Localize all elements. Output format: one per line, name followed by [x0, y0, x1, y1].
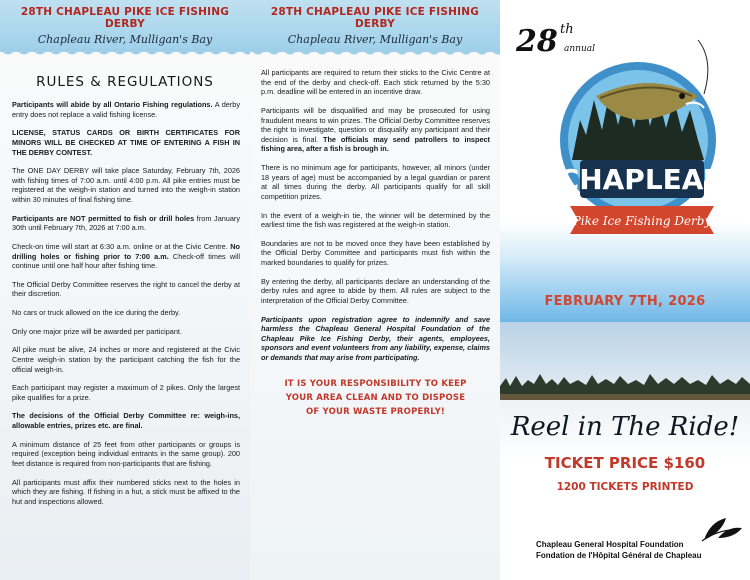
event-date: FEBRUARY 7TH, 2026: [544, 294, 706, 309]
foundation-name-en: Chapleau General Hospital Foundation: [536, 540, 684, 549]
rule-text: Only one major prize will be awarded per participant.: [12, 326, 182, 336]
rule-paragraph: [12, 411, 240, 430]
indemnity-disclaimer: Participants upon registration agree to indemnify and save harmless the Chapleau General Hospital Foundation of the Chapleau Pike Ice Fishing Derby, their agents, employees, sponsors and event volunteers from any liability, expense, claims or demands that may arise from participating.: [261, 314, 490, 362]
rule-emphasis: The decisions of the Official Derby Committee re: weigh-ins, allowable entries, prizes etc. are final.: [12, 411, 240, 430]
rule-paragraph: [261, 163, 490, 202]
derby-title: 28TH CHAPLEAU PIKE ICE FISHING DERBY: [20, 6, 230, 30]
rule-text: The Official Derby Committee reserves the right to cancel the derby at their discretion.: [12, 279, 240, 299]
rule-paragraph: [12, 280, 240, 299]
derby-location: Chapleau River, Mulligan's Bay: [287, 33, 463, 46]
ticket-price: TICKET PRICE $160: [544, 454, 706, 472]
rule-emphasis: The officials may send patrollers to inspect fishing area, after a fish is brough in.: [261, 134, 490, 154]
derby-location: Chapleau River, Mulligan's Bay: [37, 33, 213, 46]
rule-text: from January 30th until February 7th, 2026 at 7:00 a.m.: [12, 213, 241, 233]
warning-line: OF YOUR WASTE PROPERLY!: [305, 406, 446, 417]
rule-text: There is no minimum age for participants, however, all minors (under 18 years of age) must be accompanied by a legal guardian or parent at all times during the derby. All participants qualify for all skill competition prizes.: [261, 163, 490, 201]
rule-text: Check-off times will continue until one half hour after fishing time.: [12, 251, 241, 271]
logo-ribbon: Pike Ice Fishing Derby: [572, 214, 712, 228]
banner-edge: [0, 48, 250, 58]
header-banner: [0, 0, 250, 52]
rule-text: Check-on time will start at 6:30 a.m. online or at the Civic Centre.: [12, 241, 231, 251]
rule-paragraph: [12, 242, 240, 271]
rule-emphasis: Participants are NOT permitted to fish or drill holes: [12, 213, 195, 223]
rule-paragraph: [12, 166, 240, 205]
anniversary-word: annual: [564, 44, 595, 54]
rule-text: Boundaries are not to be moved once they have been established by the Official Derby Committee and participants must fish within the marked boundaries to qualify for prizes.: [261, 238, 490, 267]
foundation-name: [536, 540, 701, 562]
rules-panel-continued: [250, 0, 500, 580]
rule-text: No cars or truck allowed on the ice during the derby.: [12, 308, 181, 317]
rule-paragraph: [12, 345, 240, 374]
logo-title: CHAPLEAU: [558, 163, 726, 196]
rule-paragraph: [261, 277, 490, 306]
cover-panel: [500, 0, 750, 580]
rule-text: All pike must be alive, 24 inches or more and registered at the Civic Centre weigh-in station by the participant catching the fish for the official weigh-in.: [12, 345, 240, 374]
leaf-icon: [700, 512, 744, 542]
banner-edge: [250, 48, 500, 58]
rule-paragraph: [12, 100, 240, 119]
foundation-name-fr: Fondation de l'Hôpital Général de Chapleau: [536, 550, 702, 560]
rule-text: A minimum distance of 25 feet from other participants or groups is required (exception being individual entrants in the same group). 200 feet distance is required from non-participants that are fishing.: [12, 439, 240, 468]
rules-text: [0, 100, 250, 506]
header-banner: [250, 0, 500, 52]
rule-paragraph: [12, 308, 240, 318]
rule-emphasis: No drilling holes or fishing prior to 7:00 a.m.: [12, 241, 240, 261]
rule-text: In the event of a weigh-in tie, the winner will be determined by the earliest time the fish was registered at the weigh-in station.: [261, 210, 490, 230]
tagline: Reel in The Ride!: [510, 412, 740, 442]
rule-paragraph: [261, 68, 490, 97]
rule-text: A derby entry does not replace a valid fishing license.: [12, 100, 240, 119]
rules-heading: RULES & REGULATIONS: [36, 74, 214, 90]
tickets-printed: 1200 TICKETS PRINTED: [556, 481, 694, 493]
responsibility-warning: [261, 377, 490, 419]
rule-text: All participants are required to return their sticks to the Civic Centre at the end of the derby and check-off. Each stick returned by the 5:30 p.m. deadline will be entered in an incentive draw.: [261, 68, 490, 97]
rules-panel: [0, 0, 250, 580]
anniversary-suffix: th: [560, 22, 574, 37]
rules-text-continued: [250, 52, 500, 419]
rule-text: Each participant may register a maximum of 2 pikes. Only the largest pike qualifies for a prize.: [12, 383, 240, 402]
rule-paragraph: [261, 211, 490, 230]
rule-paragraph: [261, 239, 490, 268]
rule-paragraph: [12, 383, 240, 402]
rule-text: By entering the derby, all participants declare an understanding of the derby rules and agree to abide by them. All rules are subject to the interpretation of the Official Derby Committee.: [261, 276, 490, 305]
warning-line: YOUR AREA CLEAN AND TO DISPOSE: [285, 392, 466, 403]
rule-text: All participants must affix their numbered sticks next to the holes in which they are fishing. If fishing in a hut, a stick must be affixed to the hut and inspections allowed.: [12, 477, 240, 506]
rule-emphasis: LICENSE, STATUS CARDS OR BIRTH CERTIFICATES FOR MINORS WILL BE CHECKED AT TIME OF ENTERING A FISH IN THE DERBY CONTEST.: [12, 128, 240, 157]
treeline-image: [500, 372, 750, 400]
rule-text: Participants will be disqualified and may be prosecuted for using fraudulent means to win prizes. The Official Derby Committee reserves the right to investigate, question or disqualify any participant and their decision is final.: [261, 105, 490, 144]
rule-paragraph: [12, 478, 240, 507]
derby-title: 28TH CHAPLEAU PIKE ICE FISHING DERBY: [270, 6, 480, 30]
rule-paragraph: [12, 327, 240, 337]
rule-paragraph: [12, 214, 240, 233]
rule-paragraph: [261, 106, 490, 154]
rule-paragraph: [12, 128, 240, 157]
rule-emphasis: Participants will abide by all Ontario Fishing regulations.: [12, 100, 213, 109]
rule-paragraph: [12, 440, 240, 469]
warning-line: IT IS YOUR RESPONSIBILITY TO KEEP: [284, 378, 467, 389]
rule-text: The ONE DAY DERBY will take place Saturday, February 7th, 2026 with fishing times of 7:00 a.m. until 4:00 p.m. All pike entries must be registered at the weigh-in station and turned into the weigh-in station within 30 minutes of final fishing time.: [12, 166, 240, 204]
anniversary-number: 28: [516, 24, 558, 59]
